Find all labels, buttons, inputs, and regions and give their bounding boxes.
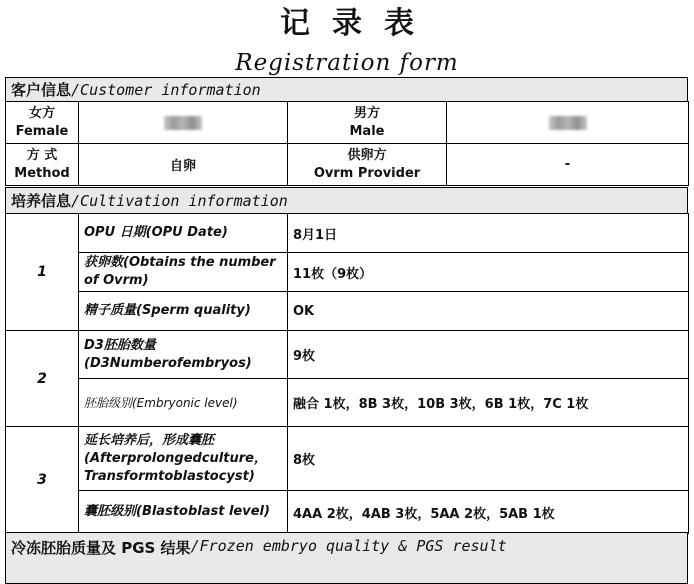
female-label-en: Female — [15, 123, 69, 139]
customer-row-names — [6, 102, 689, 144]
table-row — [6, 491, 689, 534]
table-row — [6, 253, 689, 292]
customer-row-method — [6, 144, 689, 186]
method-label — [6, 144, 79, 186]
customer-section-title-en: /Customer information — [71, 80, 261, 99]
group-number-3: 3 — [6, 427, 79, 534]
item-label-sperm-quality: 精子质量(Sperm quality) — [79, 292, 288, 331]
cultivation-section-title-cn: 培养信息 — [11, 192, 72, 210]
frozen-section-header — [5, 532, 688, 584]
cultivation-section-title-en: /Cultivation information — [71, 191, 288, 210]
item-value-blastocyst-count: 8枚 — [288, 427, 689, 491]
frozen-section-title-en: /Frozen embryo quality & PGS result — [190, 537, 507, 555]
female-label — [6, 102, 79, 144]
female-value — [79, 102, 288, 144]
table-row — [6, 379, 689, 427]
item-value-sperm-quality: OK — [288, 292, 689, 331]
item-value-opu-date: 8月1日 — [288, 214, 689, 253]
method-value: 自卵 — [79, 144, 288, 186]
provider-label-cn: 供卵方 — [347, 147, 387, 163]
male-label-cn: 男方 — [353, 105, 380, 121]
female-label-cn: 女方 — [28, 105, 55, 121]
frozen-section-title-cn: 冷冻胚胎质量及 PGS 结果 — [11, 539, 191, 557]
male-label — [288, 102, 447, 144]
item-value-d3-embryos: 9枚 — [288, 331, 689, 379]
item-label-ovrm-count: 获卵数(Obtains the number of Ovrm) — [79, 253, 288, 292]
method-label-cn: 方 式 — [26, 147, 58, 163]
item-value-blastoblast-level: 4AA 2枚，4AB 3枚，5AA 2枚，5AB 1枚 — [288, 491, 689, 534]
group-number-2: 2 — [6, 331, 79, 427]
method-label-en: Method — [14, 165, 70, 181]
customer-section-title-cn: 客户信息 — [11, 81, 72, 99]
male-label-en: Male — [349, 123, 385, 139]
item-label-embryonic-level: 胚胎级别(Embryonic level) — [79, 379, 288, 427]
item-label-blastocyst-count: 延长培养后，形成囊胚 (Afterprolongedculture，Transformtoblastocyst) — [79, 427, 288, 491]
cultivation-section-header — [5, 187, 688, 214]
provider-value: - — [447, 144, 689, 186]
item-label-blastoblast-level: 囊胚级别(Blastoblast level) — [79, 491, 288, 534]
redacted-female-name — [164, 116, 202, 130]
table-row — [6, 427, 689, 491]
item-value-embryonic-level: 融合 1枚，8B 3枚，10B 3枚，6B 1枚，7C 1枚 — [288, 379, 689, 427]
table-row — [6, 292, 689, 331]
page-title: 记录表 — [280, 6, 436, 41]
item-label-opu-date: OPU 日期(OPU Date) — [79, 214, 288, 253]
cultivation-table — [5, 213, 689, 534]
customer-table — [5, 101, 689, 186]
redacted-male-name — [549, 116, 587, 130]
provider-label — [288, 144, 447, 186]
customer-section-header — [5, 77, 688, 102]
male-value — [447, 102, 689, 144]
table-row — [6, 331, 689, 379]
item-label-d3-embryos: D3胚胎数量 (D3Numberofembryos) — [79, 331, 288, 379]
group-number-1: 1 — [6, 214, 79, 331]
provider-label-en: Ovrm Provider — [313, 165, 421, 181]
table-row — [6, 214, 689, 253]
item-value-ovrm-count: 11枚（9枚） — [288, 253, 689, 292]
page-subtitle: Registration form — [235, 50, 459, 76]
